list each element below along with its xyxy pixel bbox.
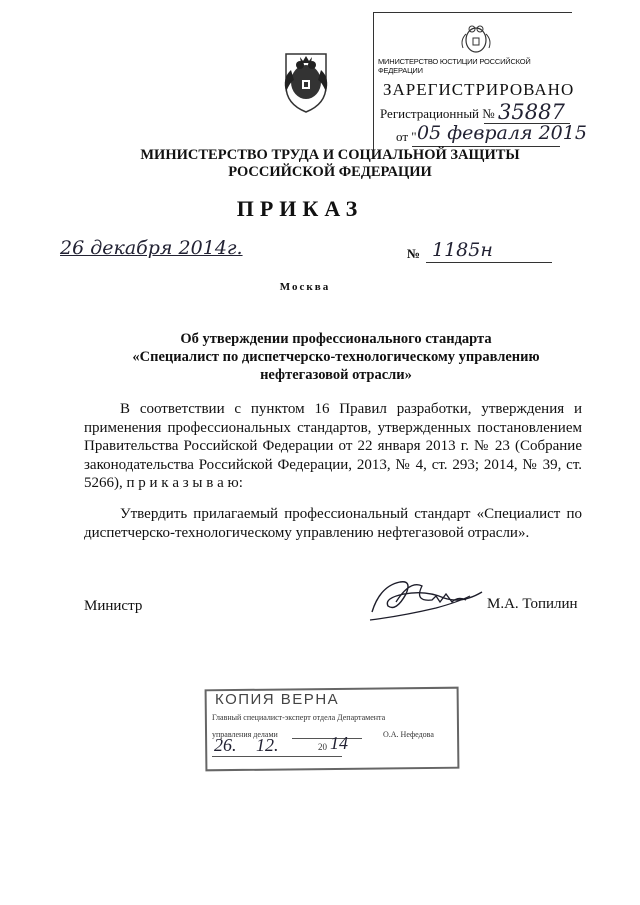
body-paragraph-decree: Утвердить прилагаемый профессиональный стандарт «Специалист по диспетчерско-технологическому управлению нефтегазовой отрасли». — [84, 506, 582, 541]
registration-number-label: Регистрационный № — [380, 106, 495, 121]
registration-ministry: МИНИСТЕРСТВО ЮСТИЦИИ РОССИЙСКОЙ ФЕДЕРАЦИИ — [378, 57, 531, 75]
signatory-name: М.А. Топилин — [487, 596, 578, 612]
subject-line2: «Специалист по диспетчерско-технологическому управлению — [132, 349, 540, 365]
copy-stamp-date-year-handwritten: 14 — [330, 733, 348, 753]
ministry-name-line2: РОССИЙСКОЙ ФЕДЕРАЦИИ — [228, 164, 432, 180]
coat-of-arms-emblem — [278, 48, 334, 114]
subject-line1: Об утверждении профессионального стандарта — [180, 331, 492, 347]
subject-line3: нефтегазовой отрасли» — [260, 367, 412, 383]
copy-stamp-department: управления делами — [212, 730, 278, 739]
copy-stamp-signature-line — [292, 738, 362, 739]
copy-stamp-date-year-printed: 20 — [318, 742, 327, 752]
copy-stamp-date-month: 12. — [256, 735, 279, 755]
order-date: 26 декабря 2014г. — [60, 237, 243, 259]
registration-date-value: 05 февраля 2015 — [417, 122, 587, 144]
ministry-name-line1: МИНИСТЕРСТВО ТРУДА И СОЦИАЛЬНОЙ ЗАЩИТЫ — [140, 147, 520, 163]
registration-number-value: 35887 — [498, 100, 565, 124]
registration-emblem-icon — [456, 18, 496, 58]
copy-stamp-name: О.А. Нефедова — [383, 730, 434, 739]
handwritten-signature — [366, 572, 486, 628]
signatory-position: Министр — [84, 598, 143, 614]
order-number-underline — [426, 262, 552, 263]
copy-stamp-title: КОПИЯ ВЕРНА — [215, 691, 340, 708]
copy-stamp-date-day: 26. — [214, 735, 237, 755]
order-number-value: 1185н — [432, 239, 493, 261]
order-subject — [100, 330, 572, 384]
registration-title: ЗАРЕГИСТРИРОВАНО — [383, 80, 575, 99]
copy-stamp-position: Главный специалист-эксперт отдела Департамента — [212, 713, 386, 722]
registration-date-label: от " — [396, 129, 417, 144]
city: Москва — [279, 281, 331, 293]
copy-stamp-date-underline — [212, 756, 342, 757]
order-number-label: № — [407, 246, 421, 261]
ministry-name — [100, 147, 560, 181]
body-paragraph-basis: В соответствии с пунктом 16 Правил разработки, утверждения и применения профессиональных стандартов, утвержденных постановлением Правительства Российской Федерации от 22 января 2013 г. № 23 (Собрание законодательства Российской Федерации, 2013, № 4, ст. 293; 2014, № 39, ст. 5266), п р и к а з ы в а ю: — [84, 401, 582, 491]
document-type-title: ПРИКАЗ — [236, 196, 364, 221]
